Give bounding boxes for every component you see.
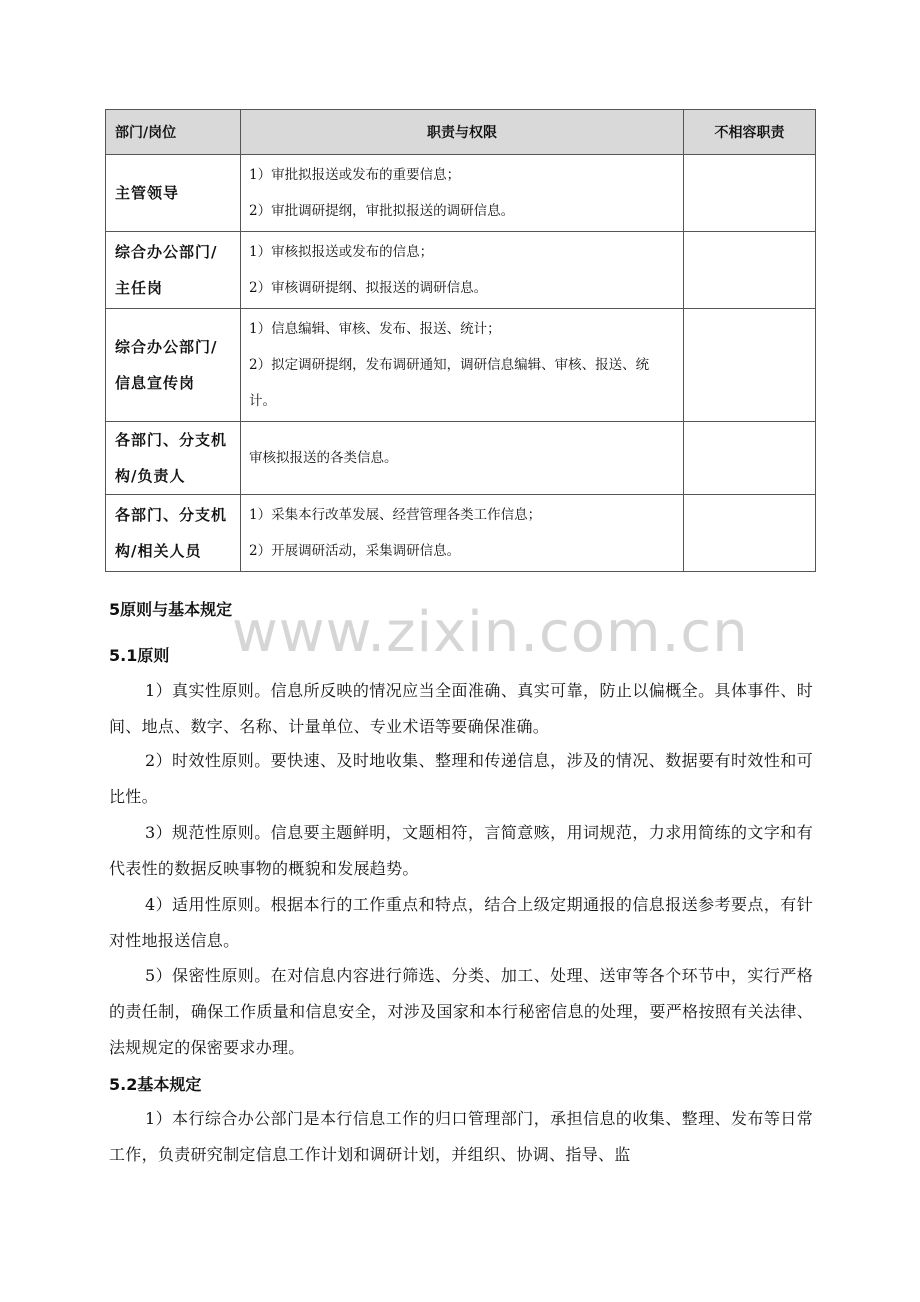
section-5-1-title: 5.1原则 [109,646,170,665]
row-dept: 综合办公部门/信息宣传岗 [106,309,241,422]
watermark-text: www.zixin.com.cn [232,600,749,665]
table-row [106,155,816,232]
section-5-heading: 5原则与基本规定 [109,600,233,619]
table-row [106,309,816,422]
duty-line: 2）审核调研提纲、拟报送的调研信息。 [249,280,488,296]
row-incompatible [684,495,816,572]
row-incompatible [684,155,816,232]
row-duty [241,309,684,422]
header-dept: 部门/岗位 [106,110,241,155]
duty-line: 1）采集本行改革发展、经营管理各类工作信息； [249,507,542,523]
rule-1: 1）本行综合办公部门是本行信息工作的归口管理部门，承担信息的收集、整理、发布等日常工作，负责研究制定信息工作计划和调研计划，并组织、协调、指导、监 [109,1109,813,1164]
table-row [106,232,816,309]
row-incompatible [684,232,816,309]
principle-4: 4）适用性原则。根据本行的工作重点和特点，结合上级定期通报的信息报送参考要点，有针对性地报送信息。 [109,895,813,950]
principle-3: 3）规范性原则。信息要主题鲜明，文题相符，言简意赅，用词规范，力求用简练的文字和有代表性的数据反映事物的概貌和发展趋势。 [109,823,813,878]
duty-line: 2）开展调研活动，采集调研信息。 [249,543,461,559]
section-5-1-heading [109,643,169,666]
section-5-2-heading: 5.2基本规定 [109,1075,202,1094]
row-dept: 各部门、分支机构/负责人 [106,422,241,495]
row-duty [241,495,684,572]
duty-line: 1）审批拟报送或发布的重要信息； [249,167,461,183]
duty-line: 2）审批调研提纲，审批拟报送的调研信息。 [249,203,515,219]
principle-5: 5）保密性原则。在对信息内容进行筛选、分类、加工、处理、送审等各个环节中，实行严格的责任制，确保工作质量和信息安全，对涉及国家和本行秘密信息的处理，要严格按照有关法律、法规规定的保密要求办理。 [109,966,813,1057]
duty-line: 2）拟定调研提纲，发布调研通知，调研信息编辑、审核、报送、统计。 [249,357,650,409]
principle-1: 1）真实性原则。信息所反映的情况应当全面准确、真实可靠，防止以偏概全。具体事件、时间、地点、数字、名称、计量单位、专业术语等要确保准确。 [109,681,813,736]
row-duty [241,232,684,309]
row-dept: 各部门、分支机构/相关人员 [106,495,241,572]
row-duty [241,422,684,495]
table-header-row [106,110,816,155]
header-incompatible: 不相容职责 [684,110,816,155]
row-dept: 主管领导 [106,155,241,232]
table-row [106,495,816,572]
row-incompatible [684,309,816,422]
row-incompatible [684,422,816,495]
duty-line: 审核拟报送的各类信息。 [249,450,398,466]
principle-2: 2）时效性原则。要快速、及时地收集、整理和传递信息，涉及的情况、数据要有时效性和可比性。 [109,751,813,806]
header-duty: 职责与权限 [241,110,684,155]
duty-line: 1）信息编辑、审核、发布、报送、统计； [249,321,501,337]
table-row [106,422,816,495]
duty-table [105,109,816,572]
row-duty [241,155,684,232]
duty-line: 1）审核拟报送或发布的信息； [249,244,434,260]
row-dept: 综合办公部门/主任岗 [106,232,241,309]
